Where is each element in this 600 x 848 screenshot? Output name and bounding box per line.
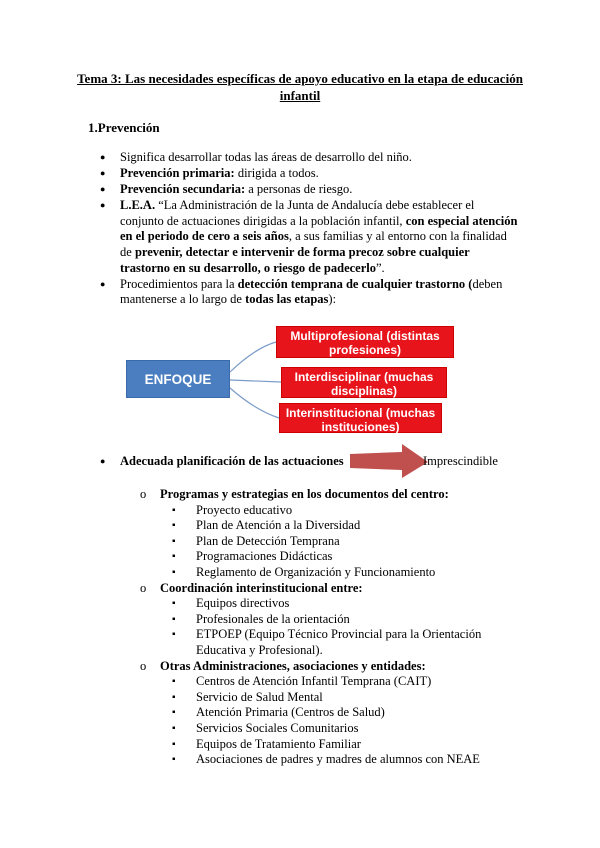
- diagram-branch-multiprofesional: Multiprofesional (distintas profesiones): [276, 326, 454, 358]
- bullet-item: ● L.E.A. “La Administración de la Junta de Andalucía debe establecer el conjunto de actuaciones dirigidas a la población infantil, con especial atención en el periodo de cero a seis años, a sus familias y al entorno con la finalidad de prevenir, detectar e intervenir de forma precoz sobre cualquier trastorno en su desarrollo, o riesgo de padecerlo”.: [100, 198, 520, 276]
- bullet-item: ● Prevención primaria: dirigida a todos.: [100, 166, 520, 182]
- list-item: ▪ Proyecto educativo: [172, 503, 500, 519]
- section-heading: 1.Prevención: [88, 120, 160, 135]
- list-item: ▪ Equipos directivos: [172, 596, 500, 612]
- list-item: ▪ Servicio de Salud Mental: [172, 690, 500, 706]
- planning-result: Imprescindible: [423, 454, 498, 468]
- list-item: ▪ Plan de Atención a la Diversidad: [172, 518, 500, 534]
- bullet-item: ● Significa desarrollar todas las áreas de desarrollo del niño.: [100, 150, 520, 166]
- list-item: ▪ Asociaciones de padres y madres de alumnos con NEAE: [172, 752, 500, 768]
- group-title: o Coordinación interinstitucional entre:: [140, 581, 500, 597]
- group-items: [140, 596, 500, 658]
- list-item: ▪ Centros de Atención Infantil Temprana (CAIT): [172, 674, 500, 690]
- bullet-item: ● Prevención secundaria: a personas de riesgo.: [100, 182, 520, 198]
- group-title: o Otras Administraciones, asociaciones y entidades:: [140, 659, 500, 675]
- list-item: ▪ Profesionales de la orientación: [172, 612, 500, 628]
- list-item: ▪ Reglamento de Organización y Funcionamiento: [172, 565, 500, 581]
- group-list: [140, 487, 500, 768]
- list-item: ▪ Programaciones Didácticas: [172, 549, 500, 565]
- list-item: ▪ Servicios Sociales Comunitarios: [172, 721, 500, 737]
- group-title: o Programas y estrategias en los documentos del centro:: [140, 487, 500, 503]
- diagram-center-box: ENFOQUE: [126, 360, 230, 398]
- group-items: [140, 674, 500, 768]
- list-item: ▪ ETPOEP (Equipo Técnico Provincial para la Orientación Educativa y Profesional).: [172, 627, 500, 658]
- list-item: ▪ Equipos de Tratamiento Familiar: [172, 737, 500, 753]
- list-item: ▪ Plan de Detección Temprana: [172, 534, 500, 550]
- document-title: Tema 3: Las necesidades específicas de apoyo educativo en la etapa de educación infantil: [77, 71, 523, 103]
- group-items: [140, 503, 500, 581]
- planning-bullet: ● Adecuada planificación de las actuaciones: [100, 454, 380, 470]
- diagram-branch-interinstitucional: Interinstitucional (muchas instituciones): [279, 403, 442, 433]
- bullet-item: ● Procedimientos para la detección temprana de cualquier trastorno (deben mantenerse a lo largo de todas las etapas):: [100, 277, 520, 308]
- diagram-branch-interdisciplinar: Interdisciplinar (muchas disciplinas): [281, 367, 447, 398]
- list-item: ▪ Atención Primaria (Centros de Salud): [172, 705, 500, 721]
